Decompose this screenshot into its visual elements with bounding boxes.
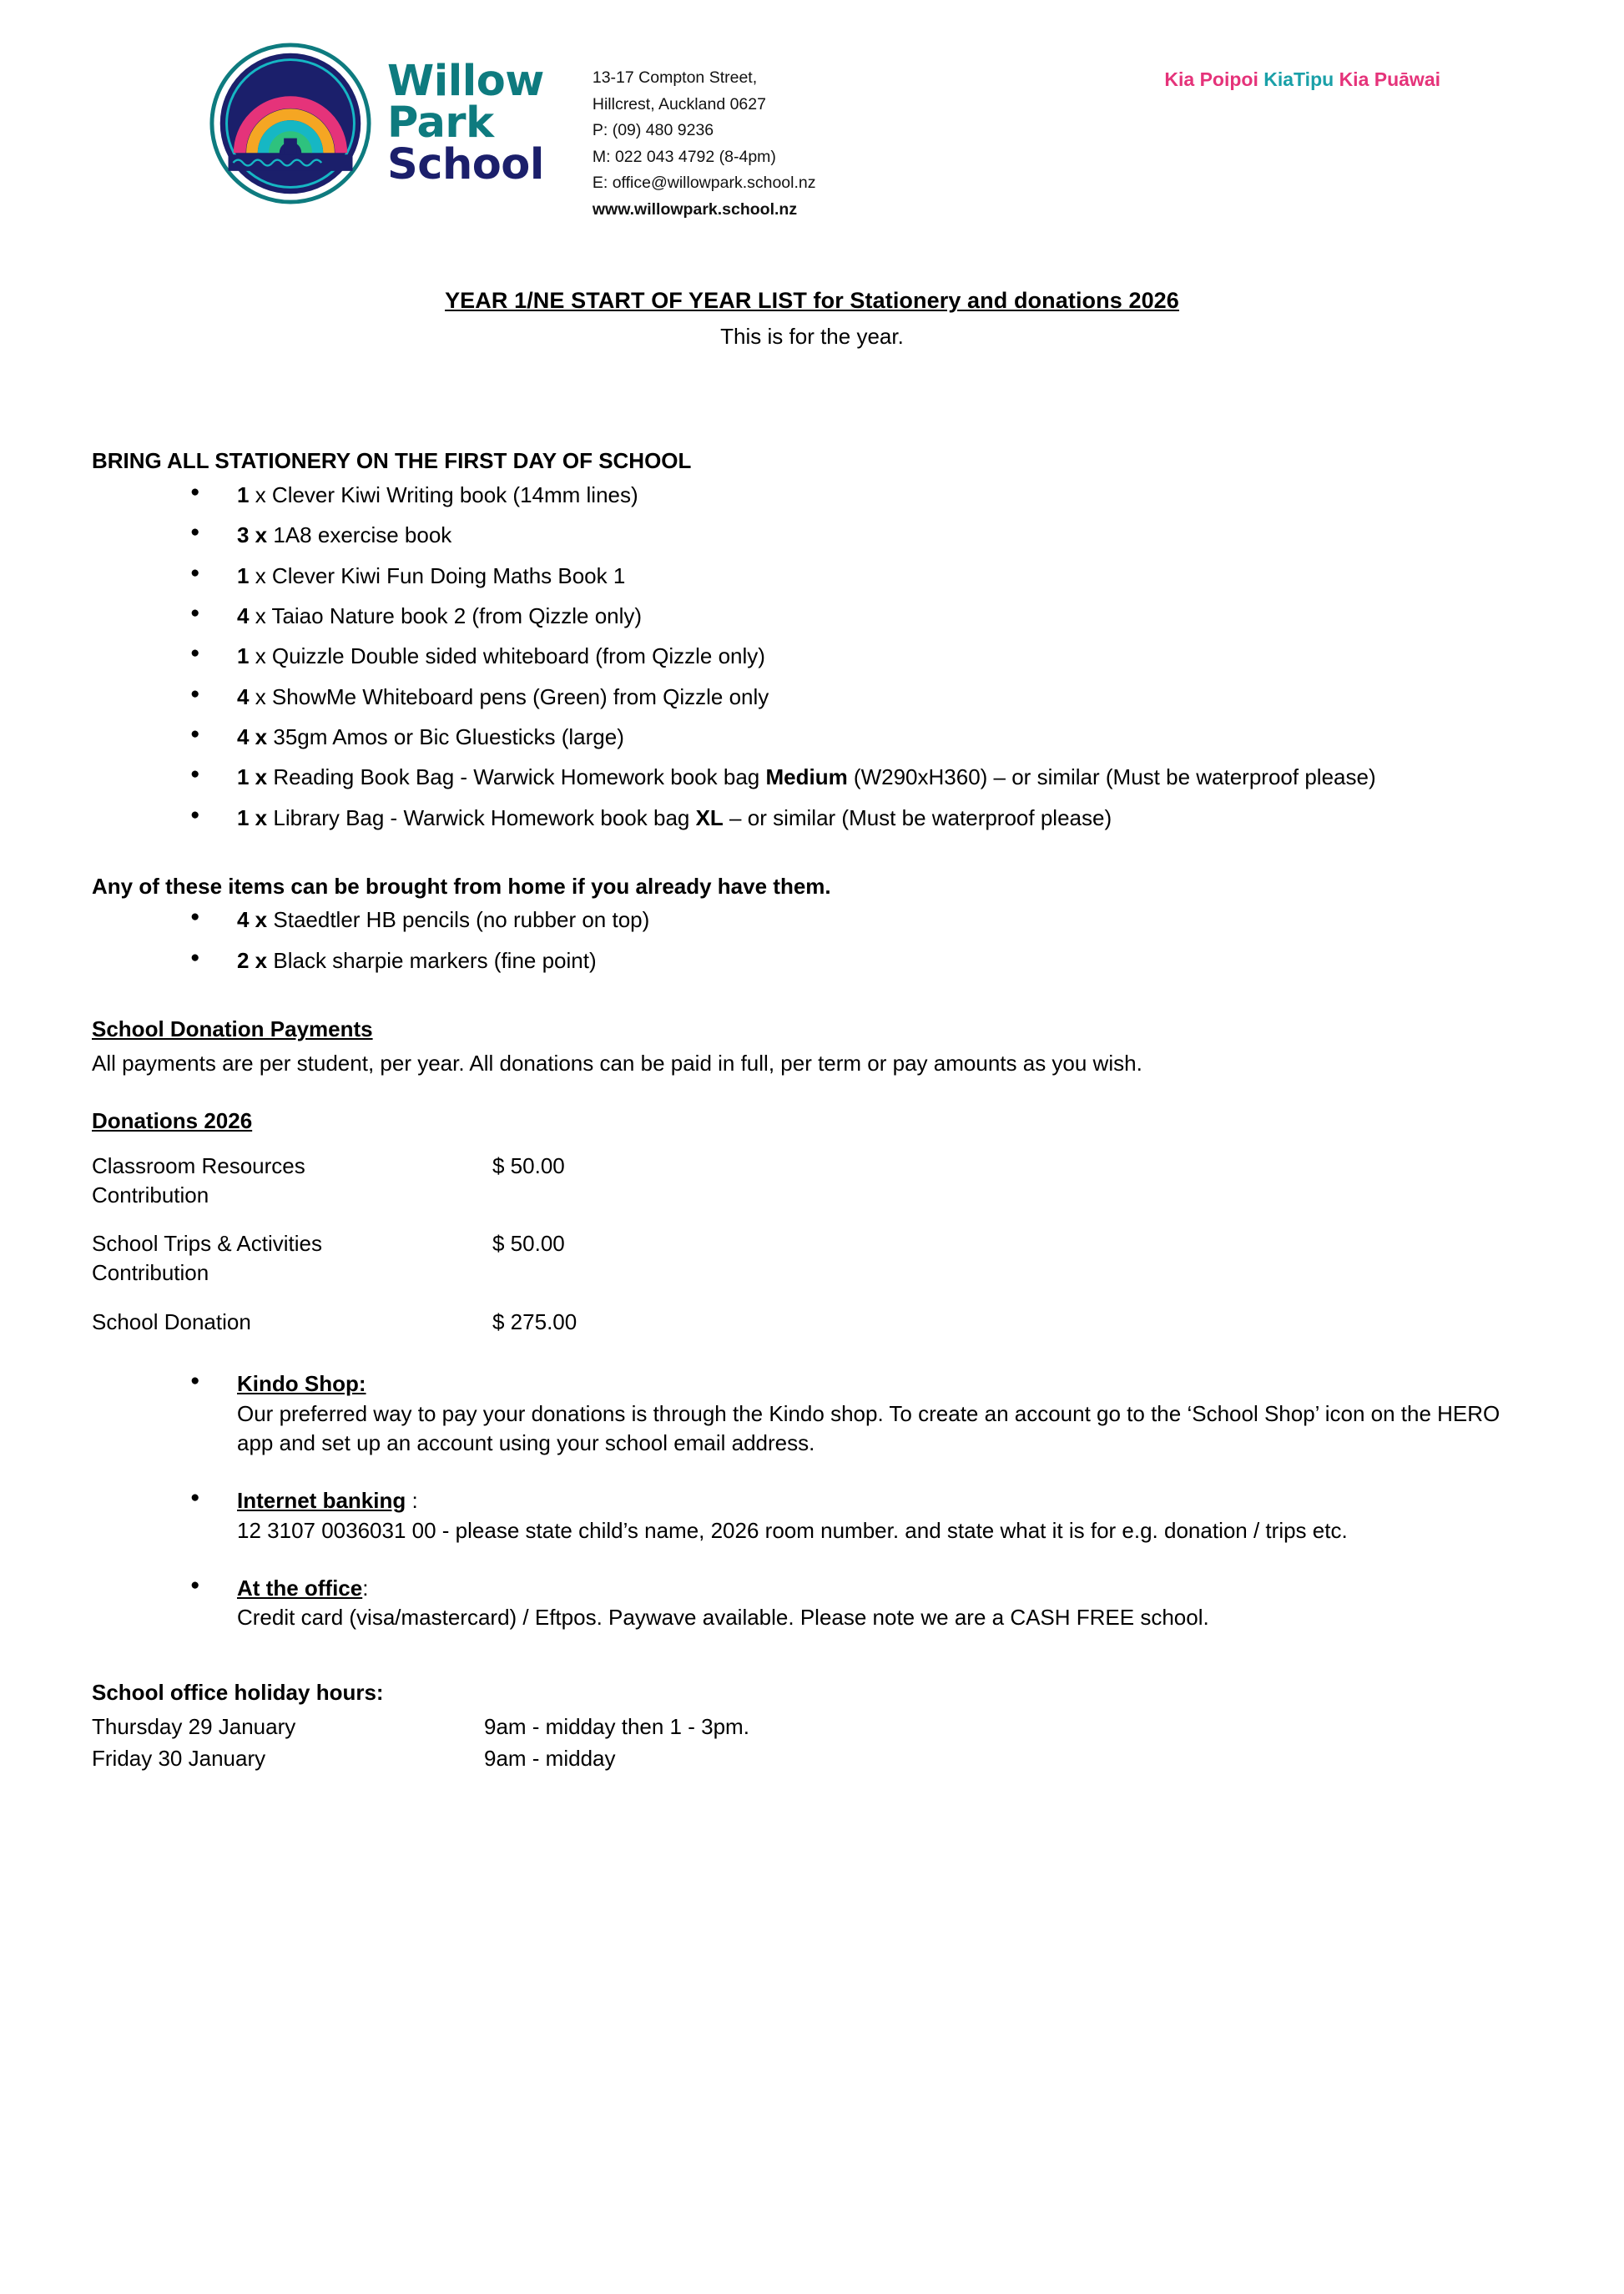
item-qty: 1 x <box>237 764 268 790</box>
contact-email: E: office@willowpark.school.nz <box>592 174 816 193</box>
office-hours-time: 9am - midday <box>484 1746 616 1772</box>
table-row <box>92 1219 843 1297</box>
donation-amount: $ 275.00 <box>492 1308 577 1334</box>
item-text: x ShowMe Whiteboard pens (Green) from Qizzle only <box>249 683 769 709</box>
item-qty: 4 x <box>237 723 268 749</box>
motto-part-3: Kia Puāwai <box>1339 68 1440 90</box>
school-logo <box>209 42 544 205</box>
item-qty: 2 x <box>237 947 268 973</box>
payment-option-body: 12 3107 0036031 00 - please state child’s name, 2026 room number. and state what it is for e.g. donation / trips etc. <box>237 1517 1348 1543</box>
item-text: Library Bag - Warwick Homework book bag <box>267 804 696 830</box>
item-text: x Quizzle Double sided whiteboard (from Qizzle only) <box>249 643 765 669</box>
page-subtitle: This is for the year. <box>720 324 904 350</box>
list-item <box>190 1369 1532 1458</box>
donation-amount: $ 50.00 <box>492 1153 565 1179</box>
payment-option-heading-suffix: : <box>362 1576 369 1601</box>
office-hours-day: Thursday 29 January <box>92 1714 296 1740</box>
list-item <box>190 521 1532 549</box>
list-item <box>190 1574 1532 1633</box>
donation-label: Classroom Resources Contribution <box>92 1153 305 1208</box>
item-qty: 3 x <box>237 522 268 548</box>
stationery-heading: BRING ALL STATIONERY ON THE FIRST DAY OF SCHOOL <box>92 448 692 474</box>
list-item <box>190 683 1532 711</box>
item-text: Staedtler HB pencils (no rubber on top) <box>267 907 650 933</box>
office-hours-table <box>92 1712 749 1775</box>
logo-line-1: Willow <box>387 57 544 107</box>
payment-option-body: Our preferred way to pay your donations is through the Kindo shop. To create an account go to the ‘School Shop’ icon on the HERO app and set up an account using your school email address. <box>237 1400 1500 1455</box>
title-block <box>92 288 1532 350</box>
contact-phone: P: (09) 480 9236 <box>592 121 714 140</box>
item-text: Black sharpie markers (fine point) <box>267 947 597 973</box>
document-body <box>92 446 1532 1774</box>
item-text: 35gm Amos or Bic Gluesticks (large) <box>267 723 624 749</box>
list-item <box>190 481 1532 509</box>
donations-table <box>92 1142 843 1346</box>
item-text-2: – or similar (Must be waterproof please) <box>723 804 1112 830</box>
list-item <box>190 763 1532 791</box>
donation-label: School Trips & Activities Contribution <box>92 1231 322 1286</box>
list-item <box>190 602 1532 630</box>
table-row <box>92 1142 843 1219</box>
item-qty: 1 <box>237 482 250 508</box>
item-text-2: (W290xH360) – or similar (Must be waterproof please) <box>847 764 1376 790</box>
donation-payments-heading: School Donation Payments <box>92 1016 373 1042</box>
item-text: x Clever Kiwi Writing book (14mm lines) <box>249 482 638 508</box>
contact-address-line-2: Hillcrest, Auckland 0627 <box>592 94 766 113</box>
payment-options-list <box>92 1369 1532 1633</box>
contact-address-line-1: 13-17 Compton Street, <box>592 68 758 87</box>
home-items-heading: Any of these items can be brought from home if you already have them. <box>92 873 831 899</box>
payment-option-heading: At the office <box>237 1576 363 1601</box>
item-text-bold: Medium <box>765 764 848 790</box>
table-row <box>92 1298 843 1347</box>
item-text: Reading Book Bag - Warwick Homework book bag <box>267 764 766 790</box>
office-hours-day: Friday 30 January <box>92 1746 266 1772</box>
item-text: x Clever Kiwi Fun Doing Maths Book 1 <box>249 562 626 588</box>
list-item <box>190 562 1532 590</box>
home-items-list <box>92 905 1532 975</box>
school-logo-wordmark <box>387 57 544 189</box>
table-row <box>92 1712 749 1743</box>
payment-option-heading: Internet banking <box>237 1488 406 1514</box>
item-qty: 1 <box>237 643 250 669</box>
list-item <box>190 905 1532 934</box>
item-qty: 4 x <box>237 907 268 933</box>
table-row <box>92 1743 749 1775</box>
office-hours-heading: School office holiday hours: <box>92 1679 384 1705</box>
payment-option-heading: ● Kindo Shop: <box>237 1371 366 1397</box>
school-motto <box>1164 68 1440 91</box>
payment-option-body: Credit card (visa/mastercard) / Eftpos. Paywave available. Please note we are a CASH FREE school. <box>237 1605 1209 1631</box>
document-header <box>92 33 1532 223</box>
donation-label: School Donation <box>92 1308 251 1334</box>
contact-mobile: M: 022 043 4792 (8-4pm) <box>592 147 776 166</box>
logo-line-3: School <box>387 139 544 189</box>
list-item <box>190 804 1532 832</box>
item-qty: 4 <box>237 683 250 709</box>
motto-part-1: Kia Poipoi <box>1164 68 1264 90</box>
list-item <box>190 1486 1532 1545</box>
contact-website[interactable]: www.willowpark.school.nz <box>592 199 798 219</box>
donations-heading: Donations 2026 <box>92 1107 253 1133</box>
list-item <box>190 642 1532 670</box>
office-hours-time: 9am - midday then 1 - 3pm. <box>484 1714 749 1740</box>
donation-amount: $ 50.00 <box>492 1231 565 1257</box>
stationery-list <box>92 481 1532 832</box>
list-item <box>190 723 1532 751</box>
motto-part-2: KiaTipu <box>1263 68 1339 90</box>
school-contact-details <box>593 65 816 223</box>
page-title: YEAR 1/NE START OF YEAR LIST for Stationery and donations 2026 <box>445 288 1179 314</box>
item-qty: 1 <box>237 562 250 588</box>
list-item <box>190 946 1532 975</box>
willow-park-school-logo-icon <box>209 42 372 205</box>
item-text: 1A8 exercise book <box>267 522 452 548</box>
logo-line-2: Park <box>387 98 494 149</box>
donation-payments-text: All payments are per student, per year. All donations can be paid in full, per term or pay amounts as you wish. <box>92 1050 1142 1076</box>
item-text-bold: XL <box>695 804 724 830</box>
item-text: x Taiao Nature book 2 (from Qizzle only) <box>249 602 643 628</box>
payment-option-heading-suffix: : <box>406 1488 418 1514</box>
item-qty: 4 <box>237 602 250 628</box>
item-qty: 1 x <box>237 804 268 830</box>
